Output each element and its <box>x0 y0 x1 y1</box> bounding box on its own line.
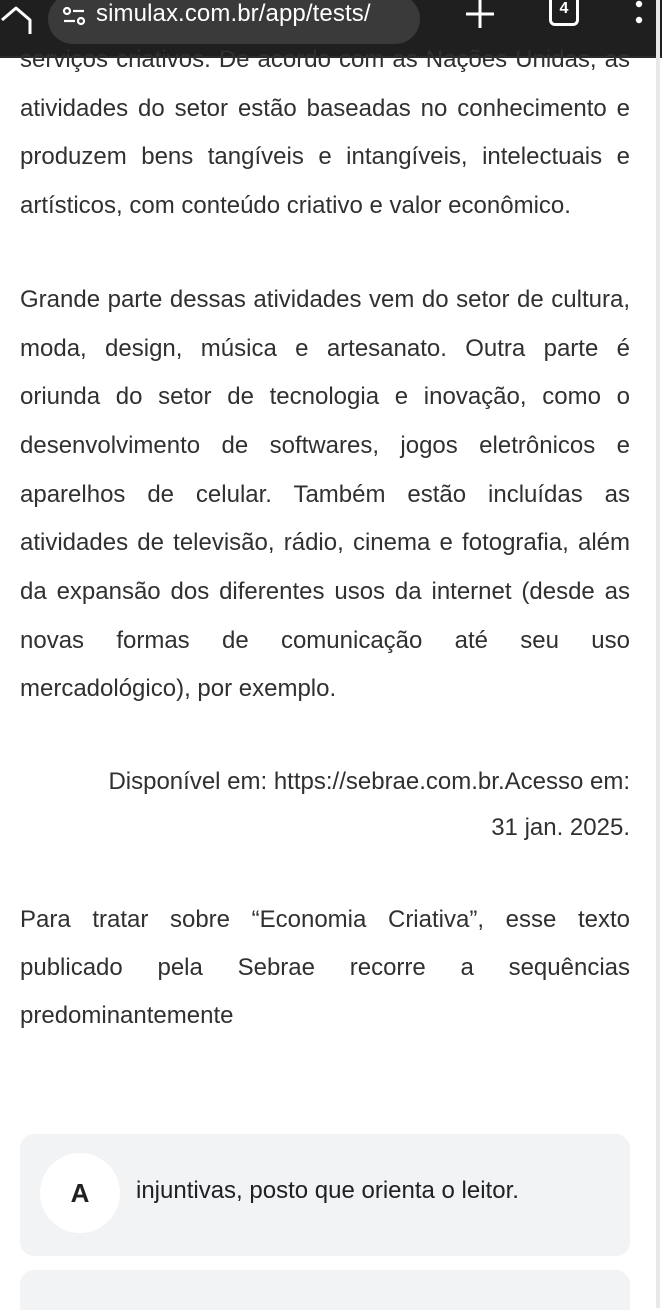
article-paragraph-2: Grande parte dessas atividades vem do setor de cultura, moda, design, música e artesanato. Outra parte é oriunda do setor de tecnologia e inovação, como o desenvolvimento de softwares, jogos eletrônicos e aparelhos de celular. Também estão incluídas as atividades de televisão, rádio, cinema e fotografia, além da expansão dos diferentes usos da internet (desde as novas formas de comunicação até seu uso mercadológico), por exemplo. <box>20 285 630 703</box>
option-text: injuntivas, posto que orienta o leitor. <box>136 1177 519 1204</box>
source-line-2: 31 jan. 2025. <box>491 814 630 842</box>
url-text[interactable]: simulax.com.br/app/tests/ <box>96 0 371 27</box>
more-menu-icon[interactable] <box>634 0 644 36</box>
tab-switcher-button[interactable] <box>549 0 579 26</box>
answer-option-b[interactable] <box>20 1270 630 1310</box>
question-stem: Para tratar sobre “Economia Criativa”, esse texto publicado pela Sebrae recorre a sequências predominantemente <box>20 906 630 1030</box>
source-citation <box>20 759 630 851</box>
question-content <box>20 36 630 1040</box>
option-letter-badge: A <box>40 1153 120 1233</box>
scrollbar[interactable] <box>656 0 660 1308</box>
home-icon[interactable] <box>0 0 40 36</box>
article-paragraph-1: serviços criativos. De acordo com as Nações Unidas, as atividades do setor estão baseadas no conhecimento e produzem bens tangíveis e intangíveis, intelectuais e artísticos, com conteúdo criativo e valor econômico. <box>20 46 630 220</box>
new-tab-icon[interactable] <box>462 0 498 34</box>
source-line-1: Disponível em: https://sebrae.com.br.Acesso em: <box>108 768 630 796</box>
answer-option-a[interactable] <box>20 1134 630 1256</box>
tab-count: 4 <box>559 0 569 17</box>
site-settings-icon[interactable] <box>60 2 88 30</box>
